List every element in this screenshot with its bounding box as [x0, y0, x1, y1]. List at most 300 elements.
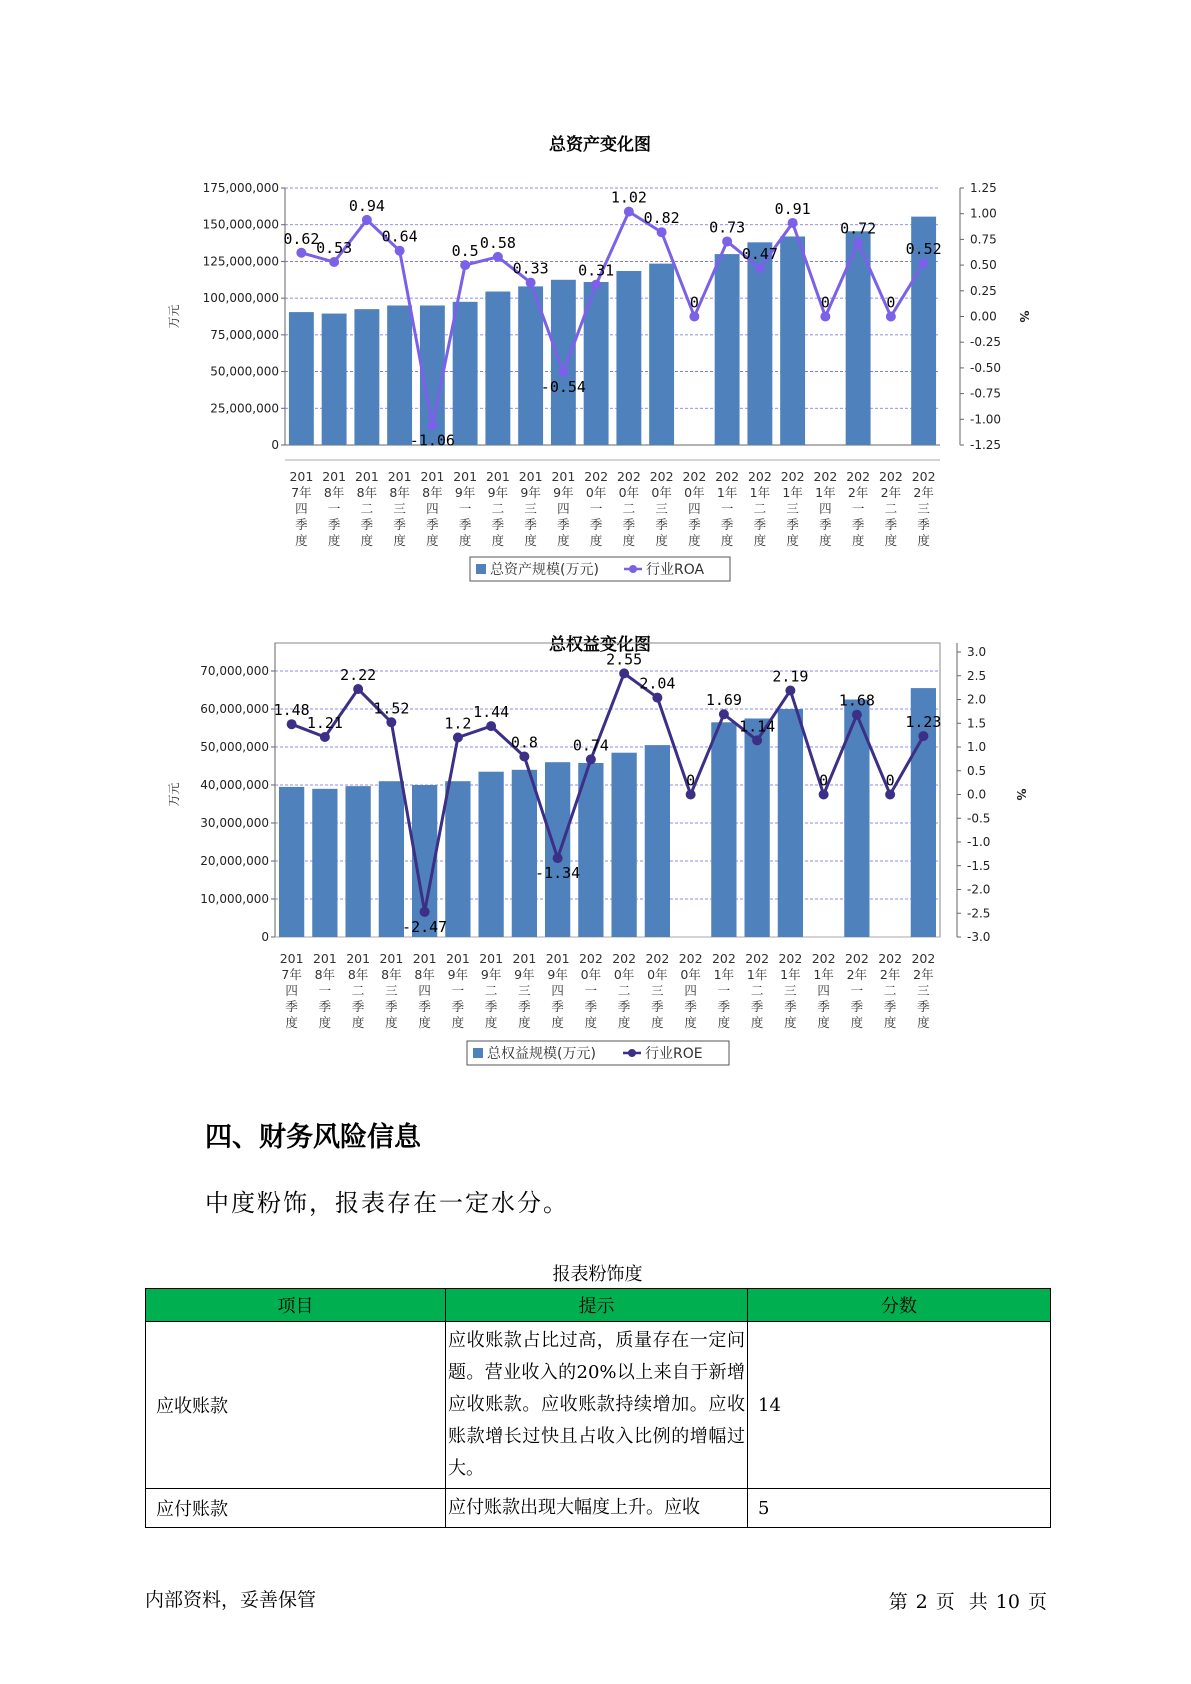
- line-point: [420, 907, 430, 917]
- data-label: 1.02: [610, 188, 647, 207]
- category-label: 度: [551, 1015, 564, 1030]
- line-point: [519, 752, 529, 762]
- category-label: 四: [418, 983, 431, 998]
- page-total: 10: [995, 1591, 1020, 1613]
- category-label: 202: [678, 951, 703, 966]
- category-label: 一: [451, 983, 465, 998]
- category-label: 8年: [414, 967, 435, 982]
- data-label: 0.62: [283, 229, 320, 248]
- right-tick-label: 2.0: [967, 692, 987, 707]
- category-label: 季: [688, 517, 701, 532]
- row-tip: 应收账款占比过高，质量存在一定问题。营业收入的20%以上来自于新增应收账款。应收账款持续增加。应收账款增长过快且占收入比例的增幅过大。: [446, 1322, 748, 1489]
- category-label: 202: [578, 951, 603, 966]
- left-tick-label: 10,000,000: [200, 892, 269, 906]
- category-label: 三: [385, 983, 398, 998]
- category-label: 四: [551, 983, 564, 998]
- category-label: 201: [312, 951, 337, 966]
- total-equity-chart-svg: [167, 635, 1030, 1100]
- category-label: 季: [684, 999, 697, 1014]
- category-label: 202: [911, 951, 936, 966]
- category-label: 季: [884, 517, 898, 532]
- data-label: 0.8: [510, 733, 538, 752]
- line-point: [427, 420, 437, 430]
- category-label: 202: [649, 469, 674, 484]
- category-label: 9年: [514, 967, 535, 982]
- bar: [354, 309, 379, 445]
- category-label: 度: [518, 1015, 531, 1030]
- line-point: [919, 258, 929, 268]
- category-label: 季: [360, 517, 374, 532]
- category-label: 度: [750, 1015, 764, 1030]
- category-label: 0年: [680, 967, 701, 982]
- line-point: [395, 246, 405, 256]
- line-point: [885, 790, 895, 800]
- category-label: 度: [351, 1015, 365, 1030]
- line-point: [586, 754, 596, 764]
- category-label: 8年: [381, 967, 402, 982]
- category-label: 度: [418, 1015, 431, 1030]
- line-point: [526, 278, 536, 288]
- category-label: 8年: [356, 485, 378, 500]
- category-label: 四: [426, 501, 439, 516]
- category-label: 度: [917, 533, 930, 548]
- bar: [289, 312, 314, 445]
- category-label: 季: [589, 517, 603, 532]
- category-label: 季: [551, 999, 564, 1014]
- row-score: 5: [748, 1489, 1051, 1528]
- legend-bar-swatch: [476, 564, 486, 574]
- line-point: [320, 732, 330, 742]
- category-label: 季: [351, 999, 365, 1014]
- category-label: 三: [786, 501, 799, 516]
- category-label: 1年: [746, 967, 768, 982]
- category-label: 一: [589, 501, 603, 516]
- bar: [711, 722, 736, 937]
- category-label: 202: [711, 951, 736, 966]
- right-tick-label: -1.00: [970, 412, 1002, 427]
- category-label: 8年: [389, 485, 410, 500]
- line-point: [853, 237, 863, 247]
- category-label: 201: [518, 469, 543, 484]
- category-label: 三: [393, 501, 406, 516]
- y-axis-left-label: 万元: [167, 304, 181, 329]
- category-label: 201: [346, 951, 371, 966]
- category-label: 二: [617, 983, 631, 998]
- data-label: 2.22: [340, 666, 377, 685]
- bar: [551, 280, 576, 445]
- category-label: 8年: [323, 485, 345, 500]
- right-tick-label: -3.0: [967, 930, 991, 944]
- category-label: 度: [784, 1015, 797, 1030]
- line-point: [329, 257, 339, 267]
- category-label: 季: [819, 517, 832, 532]
- category-label: 季: [655, 517, 668, 532]
- right-tick-label: 2.5: [967, 668, 987, 683]
- data-label: 0.72: [840, 219, 877, 238]
- category-label: 季: [295, 517, 308, 532]
- left-tick-label: 0: [261, 930, 269, 944]
- category-label: 季: [418, 999, 431, 1014]
- data-label: 1.69: [705, 691, 742, 710]
- bar: [780, 236, 805, 445]
- whitewash-table: [145, 1288, 1051, 1528]
- category-label: 202: [778, 951, 803, 966]
- table-row: [146, 1322, 1051, 1489]
- category-label: 度: [622, 533, 636, 548]
- left-tick-label: 100,000,000: [202, 291, 279, 306]
- row-item: 应收账款: [146, 1322, 446, 1489]
- legend-line-marker: [628, 1049, 636, 1057]
- category-label: 度: [617, 1015, 631, 1030]
- category-label: 度: [426, 533, 439, 548]
- category-label: 季: [393, 517, 406, 532]
- category-label: 季: [327, 517, 341, 532]
- right-tick-label: 0.0: [967, 787, 987, 802]
- total-assets-chart-svg: [167, 135, 1031, 600]
- data-label: 1.23: [905, 713, 942, 732]
- data-label: 0.82: [643, 209, 680, 228]
- total-prefix: 共: [968, 1591, 988, 1613]
- category-label: 202: [682, 469, 707, 484]
- left-tick-label: 70,000,000: [200, 664, 269, 678]
- line-point: [460, 260, 470, 270]
- bar: [322, 314, 347, 445]
- page-current: 2: [915, 1591, 928, 1613]
- left-tick-label: 30,000,000: [200, 816, 269, 830]
- category-label: 一: [851, 501, 865, 516]
- category-label: 度: [819, 533, 832, 548]
- category-label: 季: [617, 999, 631, 1014]
- risk-summary: 中度粉饰，报表存在一定水分。: [205, 1189, 569, 1217]
- line-point: [788, 218, 798, 228]
- category-label: 季: [458, 517, 472, 532]
- data-label: 1.44: [473, 703, 510, 722]
- category-label: 季: [753, 517, 767, 532]
- data-label: 1.21: [306, 714, 343, 733]
- data-label: 1.14: [739, 717, 776, 736]
- category-label: 二: [491, 501, 505, 516]
- data-label: 0.94: [348, 196, 385, 215]
- data-label: 2.19: [772, 667, 809, 686]
- left-tick-label: 60,000,000: [200, 702, 269, 716]
- category-label: 201: [379, 951, 404, 966]
- line-point: [689, 312, 699, 322]
- category-label: 0年: [618, 485, 640, 500]
- data-label: 0.64: [381, 227, 418, 246]
- header-score: 分数: [748, 1289, 1051, 1322]
- left-tick-label: 125,000,000: [202, 254, 279, 269]
- line-point: [755, 263, 765, 273]
- data-label: 0.5: [451, 242, 479, 261]
- bar: [279, 787, 304, 937]
- category-label: 季: [720, 517, 734, 532]
- category-label: 0年: [585, 485, 607, 500]
- legend-bar-swatch: [473, 1048, 483, 1058]
- category-label: 202: [844, 951, 869, 966]
- category-label: 1年: [815, 485, 836, 500]
- category-label: 度: [318, 1015, 332, 1030]
- category-label: 1年: [813, 967, 834, 982]
- data-label: 0: [686, 771, 696, 790]
- right-tick-label: 3.0: [967, 645, 987, 659]
- line-point: [558, 367, 568, 377]
- y-axis-right-label: %: [1014, 788, 1028, 801]
- right-tick-label: 1.5: [967, 716, 987, 731]
- line-point: [486, 721, 496, 731]
- left-tick-label: 50,000,000: [210, 364, 279, 379]
- category-label: 度: [786, 533, 799, 548]
- category-label: 201: [322, 469, 347, 484]
- right-tick-label: -0.5: [967, 811, 991, 826]
- category-label: 202: [846, 469, 871, 484]
- category-label: 季: [817, 999, 830, 1014]
- left-tick-label: 0: [271, 438, 279, 452]
- bar: [715, 254, 740, 445]
- category-label: 9年: [547, 967, 568, 982]
- category-label: 一: [720, 501, 734, 516]
- bar: [645, 745, 670, 937]
- data-label: -0.54: [540, 378, 586, 397]
- category-label: 202: [745, 951, 770, 966]
- category-label: 四: [819, 501, 832, 516]
- line-point: [386, 717, 396, 727]
- category-label: 9年: [454, 485, 476, 500]
- bar: [616, 271, 641, 445]
- bar: [312, 789, 337, 937]
- data-label: 0.91: [774, 199, 811, 218]
- line-point: [785, 685, 795, 695]
- line-point: [453, 733, 463, 743]
- category-label: 季: [491, 517, 505, 532]
- page-unit: 页: [935, 1591, 955, 1613]
- category-label: 1年: [716, 485, 738, 500]
- category-label: 二: [484, 983, 498, 998]
- line-point: [686, 790, 696, 800]
- total-equity-chart: [167, 635, 1030, 1100]
- right-tick-label: 0.25: [970, 283, 997, 298]
- category-label: 202: [747, 469, 772, 484]
- category-label: 度: [720, 533, 734, 548]
- category-label: 度: [688, 533, 701, 548]
- chart-title: 总权益变化图: [549, 635, 651, 655]
- category-label: 度: [817, 1015, 830, 1030]
- category-label: 度: [484, 1015, 498, 1030]
- category-label: 度: [884, 533, 898, 548]
- category-label: 0年: [651, 485, 672, 500]
- right-tick-label: -0.50: [970, 360, 1002, 375]
- bar: [485, 292, 510, 445]
- category-label: 度: [883, 1015, 897, 1030]
- right-tick-label: 0.5: [967, 763, 987, 778]
- right-tick-label: 0.50: [970, 258, 997, 273]
- data-label: -1.06: [409, 431, 455, 450]
- category-label: 一: [584, 983, 598, 998]
- bar: [387, 305, 412, 445]
- table-row: [146, 1489, 1051, 1528]
- category-label: 度: [651, 1015, 664, 1030]
- plot-frame: [275, 643, 940, 937]
- right-tick-label: 1.00: [970, 206, 997, 221]
- legend-line-marker: [629, 565, 637, 573]
- data-label: 0: [819, 771, 829, 790]
- category-label: 1年: [713, 967, 735, 982]
- category-label: 201: [387, 469, 412, 484]
- data-label: 0.74: [572, 736, 609, 755]
- category-label: 度: [753, 533, 767, 548]
- category-label: 202: [645, 951, 670, 966]
- data-label: 0.58: [479, 233, 516, 252]
- line-point: [886, 312, 896, 322]
- category-label: 一: [717, 983, 731, 998]
- category-label: 202: [878, 469, 903, 484]
- bar: [478, 772, 503, 937]
- bar: [778, 709, 803, 937]
- category-label: 202: [911, 469, 936, 484]
- total-unit: 页: [1027, 1591, 1047, 1613]
- category-label: 度: [295, 533, 308, 548]
- category-label: 1年: [780, 967, 801, 982]
- category-label: 度: [393, 533, 406, 548]
- left-tick-label: 20,000,000: [200, 854, 269, 868]
- category-label: 0年: [647, 967, 668, 982]
- category-label: 8年: [314, 967, 336, 982]
- data-label: 1.68: [838, 691, 875, 710]
- table-caption: 报表粉饰度: [552, 1264, 643, 1285]
- data-label: 0.31: [578, 261, 615, 280]
- header-tip: 提示: [446, 1289, 748, 1322]
- right-tick-label: 0.75: [970, 232, 997, 247]
- left-tick-label: 150,000,000: [202, 217, 279, 232]
- category-label: 1年: [749, 485, 771, 500]
- category-label: 三: [524, 501, 537, 516]
- line-point: [852, 710, 862, 720]
- category-label: 二: [360, 501, 374, 516]
- category-label: 季: [784, 999, 797, 1014]
- category-label: 三: [917, 501, 930, 516]
- data-label: -2.47: [402, 917, 448, 936]
- bar: [379, 781, 404, 937]
- right-tick-label: -0.75: [970, 386, 1002, 401]
- category-label: 201: [453, 469, 478, 484]
- category-label: 0年: [613, 967, 635, 982]
- line-point: [296, 248, 306, 258]
- left-tick-label: 75,000,000: [210, 327, 279, 342]
- bar: [345, 786, 370, 937]
- category-label: 度: [557, 533, 570, 548]
- data-label: 0.53: [316, 239, 353, 258]
- category-label: 201: [551, 469, 576, 484]
- category-label: 202: [612, 951, 637, 966]
- category-label: 三: [651, 983, 664, 998]
- data-label: 2.04: [639, 674, 676, 693]
- data-label: 0.47: [741, 245, 778, 264]
- left-tick-label: 25,000,000: [210, 401, 279, 416]
- legend-line-label: 行业ROA: [646, 562, 705, 578]
- category-label: 201: [479, 951, 504, 966]
- line-point: [819, 790, 829, 800]
- category-label: 三: [655, 501, 668, 516]
- category-label: 2年: [913, 485, 934, 500]
- row-tip: 应付账款出现大幅度上升。应收: [446, 1489, 748, 1528]
- legend-bar-label: 总资产规模(万元): [490, 562, 599, 578]
- category-label: 201: [289, 469, 314, 484]
- right-tick-label: 0.00: [970, 309, 997, 324]
- category-label: 8年: [422, 485, 443, 500]
- line-point: [752, 735, 762, 745]
- category-label: 9年: [520, 485, 541, 500]
- line-point: [353, 684, 363, 694]
- left-tick-label: 50,000,000: [200, 740, 269, 754]
- category-label: 201: [512, 951, 537, 966]
- category-label: 三: [917, 983, 930, 998]
- line-point: [619, 668, 629, 678]
- chart-title: 总资产变化图: [549, 135, 651, 155]
- line-point: [493, 252, 503, 262]
- data-label: 0: [885, 771, 895, 790]
- bar: [445, 781, 470, 937]
- category-label: 季: [385, 999, 398, 1014]
- category-label: 季: [484, 999, 498, 1014]
- footer-confidential: 内部资料，妥善保管: [145, 1589, 317, 1611]
- category-label: 四: [285, 983, 298, 998]
- category-label: 季: [518, 999, 531, 1014]
- bar: [611, 753, 636, 937]
- category-label: 度: [524, 533, 537, 548]
- category-label: 一: [458, 501, 472, 516]
- legend-line-label: 行业ROE: [645, 1046, 703, 1062]
- line-point: [719, 709, 729, 719]
- data-label: 2.55: [606, 650, 643, 669]
- category-label: 季: [622, 517, 636, 532]
- data-label: 0.33: [512, 259, 549, 278]
- category-label: 9年: [480, 967, 502, 982]
- page-prefix: 第: [888, 1591, 908, 1613]
- category-label: 度: [717, 1015, 731, 1030]
- category-label: 季: [850, 999, 864, 1014]
- category-label: 7年: [281, 967, 302, 982]
- category-label: 7年: [291, 485, 312, 500]
- category-label: 二: [753, 501, 767, 516]
- line-point: [553, 853, 563, 863]
- category-label: 度: [851, 533, 865, 548]
- data-label: 0.73: [709, 218, 746, 237]
- data-label: 1.48: [273, 701, 310, 720]
- category-label: 季: [917, 999, 930, 1014]
- data-label: 0: [820, 293, 830, 312]
- category-label: 季: [883, 999, 897, 1014]
- data-label: 0.52: [905, 240, 942, 259]
- category-label: 四: [557, 501, 570, 516]
- category-label: 二: [622, 501, 636, 516]
- y-axis-right-label: %: [1017, 310, 1031, 323]
- category-label: 季: [524, 517, 537, 532]
- bar: [649, 264, 674, 445]
- data-label: 0: [689, 293, 699, 312]
- category-label: 季: [786, 517, 799, 532]
- left-tick-label: 40,000,000: [200, 778, 269, 792]
- category-label: 季: [451, 999, 465, 1014]
- header-item: 项目: [146, 1289, 446, 1322]
- category-label: 四: [684, 983, 697, 998]
- category-label: 9年: [487, 485, 509, 500]
- category-label: 度: [360, 533, 374, 548]
- category-label: 201: [485, 469, 510, 484]
- section-heading: 四、财务风险信息: [205, 1122, 421, 1153]
- right-tick-label: 1.25: [970, 181, 997, 195]
- category-label: 度: [385, 1015, 398, 1030]
- table-header-row: [146, 1289, 1051, 1322]
- left-tick-label: 175,000,000: [202, 181, 279, 195]
